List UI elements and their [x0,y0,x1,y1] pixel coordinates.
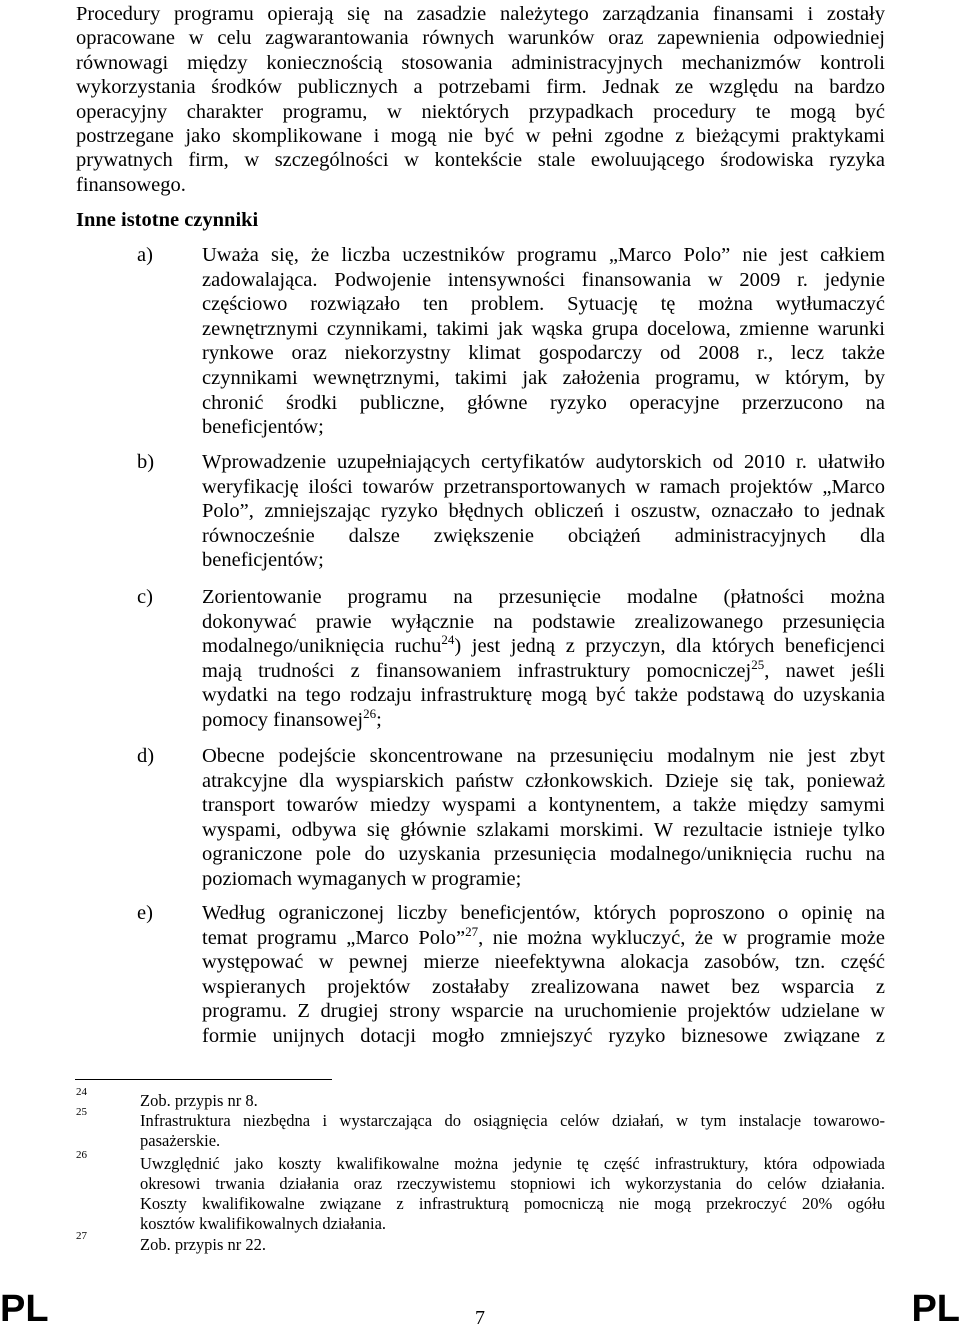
text-line: Wprowadzenie uzupełniających certyfikatów audytorskich od 2010 r. ułatwiło [202,451,885,473]
list-item-b [137,450,885,573]
text-line: atrakcyjne dla wyspiarskich państw członkowskich. Dzieje się tak, ponieważ [202,769,885,792]
footnote-number: 27 [76,1230,87,1242]
text-line: prywatnych firm, w szczególności w kontekście stale ewoluującego środowiska ryzyka [76,149,885,172]
footer-language-right: PL [911,1288,960,1330]
footnote-27 [76,1230,885,1255]
text-line: Obecne podejście skoncentrowane na przesunięciu modalnym nie jest zbyt [202,745,885,767]
list-item-label: e) [137,902,153,924]
text-line: programu. Z drugiej strony wsparcie na uruchomienie projektów udzielane w [202,1000,885,1023]
text-line: Zorientowanie programu na przesunięcie modalne (płatności można [202,586,885,608]
footnote-reference: 26 [363,705,377,721]
text-segment: , nie można wykluczyć, że w programie może [478,926,886,949]
text-line: beneficjentów; [202,416,324,439]
text-line: wyspami, odbywa się głównie szlakami morskimi. W rezultacie istnieje tylko [202,818,885,841]
text-line [202,656,885,684]
footnote-text [140,1235,885,1255]
footnote-reference: 25 [751,656,765,672]
footnote-number: 24 [76,1086,87,1098]
text-line [202,923,886,951]
text-line [202,634,885,659]
footnote-text [140,1154,885,1234]
footnote-reference: 27 [465,923,479,939]
text-line: wspieranych projektów zostałaby zrealizowana nawet bez wsparcia z [202,975,885,998]
text-line: Zob. przypis nr 8. [140,1091,258,1110]
text-line: wydatki na tego rodzaju infrastrukturę mogą być także podstawą do uzyskania [202,684,885,707]
text-segment: temat programu „Marco Polo” [202,926,466,949]
list-item-c [137,585,885,733]
footnote-reference: 24 [441,632,455,648]
list-item-label: d) [137,745,155,767]
text-line: ograniczone pole do uzyskania przesunięcia modalnego/uniknięcia ruchu na [202,843,885,866]
text-line: kosztów kwalifikowalnych działania. [140,1214,387,1233]
text-line: pasażerskie. [140,1131,221,1150]
footnote-26 [76,1149,885,1234]
text-line: zadowalająca. Podwojenie intensywności finansowania w 2009 r. jedynie [202,268,885,291]
text-line: finansowego. [76,173,186,196]
text-line: operacyjny charakter programu, w niektórych przypadkach procedury te mogą być [76,100,885,123]
text-line: Według ograniczonej liczby beneficjentów, których poproszono o opinię na [202,902,885,924]
text-line: chronić środki publiczne, główne ryzyko operacyjne przerzucono na [202,391,885,414]
text-line: równocześnie dalsze zwiększenie obciążeń administracyjnych dla [202,524,885,547]
text-segment: ; [376,708,382,731]
text-line: Polo”, zmniejszając ryzyko błędnych obliczeń i oszustw, oznaczało to jednak [202,500,885,523]
text-line: formie unijnych dotacji mogło zmniejszyć ryzyko biznesowe związane z [202,1024,885,1047]
text-line: Uważa się, że liczba uczestników programu „Marco Polo” nie jest całkiem [202,244,885,266]
page-number: 7 [475,1307,485,1329]
text-line [202,705,885,733]
text-line: częściowo rozwiązało ten problem. Sytuację tę można wytłumaczyć [202,293,885,316]
footnote-number: 26 [76,1149,87,1161]
footnote-text [140,1091,885,1111]
text-line: zewnętrznymi czynnikami, takimi jak wąska grupa docelowa, zmienne warunki [202,317,885,340]
list-item-text [202,243,885,440]
footer-language-left: PL [0,1288,49,1330]
text-line: czynnikami wewnętrznymi, takimi jak założenia programu, w którym, by [202,366,885,389]
text-segment: , nawet jeśli [764,659,885,682]
intro-paragraph [76,2,885,197]
list-item-a [137,243,885,440]
text-line: Procedury programu opierają się na zasadzie należytego zarządzania finansami i zostały [76,3,885,25]
text-line: opracowane w celu zagwarantowania równych warunków oraz zapewnienia odpowiedniej [76,27,885,50]
list-item-text [202,744,885,892]
footnote-number: 25 [76,1106,87,1118]
text-line: rynkowe oraz niekorzystny klimat gospodarczy od 2008 r., lecz także [202,342,885,365]
text-line: wykorzystania środków publicznych a potrzebami firm. Jednak ze względu na bardzo [76,76,885,99]
text-segment: ) jest jedną z przyczyn, dla których beneficjenci [454,635,886,658]
text-line: Koszty kwalifikowalne związane z infrastrukturą pomocniczą nie mogą przekroczyć 20% ogółu [140,1194,885,1213]
text-line: Zob. przypis nr 22. [140,1235,267,1254]
text-line: dokonywać prawie wyłącznie na podstawie zrealizowanego przesunięcia [202,610,885,633]
text-line: Uwzględnić jako koszty kwalifikowalne można jedynie tę część infrastruktury, która odpowiada [140,1154,885,1173]
text-segment: modalnego/uniknięcia ruchu [202,635,442,658]
list-item-text [202,585,885,733]
list-item-d [137,744,885,892]
text-line: weryfikację ilości towarów przetransportowanych w ramach projektów „Marco [202,475,885,498]
list-item-text [202,450,885,573]
list-item-label: b) [137,451,155,473]
list-item-text [202,901,885,1049]
text-line: równowagi między koniecznością stosowania administracyjnych mechanizmów kontroli [76,51,885,74]
text-line: poziomach wymaganych w programie; [202,867,522,890]
text-line: transport towarów miedzy wyspami a kontynentem, a także między samymi [202,794,885,817]
text-line: okresowi trwania działania oraz rzeczywistemu stopniowi ich wykorzystania do celów działania. [140,1174,885,1193]
footnote-24 [76,1086,885,1111]
list-item-label: a) [137,244,153,266]
text-line: beneficjentów; [202,549,324,572]
list-item-label: c) [137,586,153,608]
text-segment: pomocy finansowej [202,708,364,731]
text-segment: mają trudności z finansowaniem infrastruktury pomocniczej [202,659,752,682]
footnote-text [140,1111,885,1151]
section-heading: Inne istotne czynniki [76,209,259,231]
list-item-e [137,901,885,1049]
footnote-25 [76,1106,885,1151]
footnote-separator [75,1079,332,1080]
text-line: postrzegane jako skomplikowane i mogą nie być w pełni zgodne z bieżącymi praktykami [76,125,885,148]
text-line: występować w pewnej mierze nieefektywna alokacja zasobów, tzn. część [202,951,885,974]
text-line: Infrastruktura niezbędna i wystarczająca do osiągnięcia celów działań, w tym instalacje towarowo- [140,1111,885,1130]
